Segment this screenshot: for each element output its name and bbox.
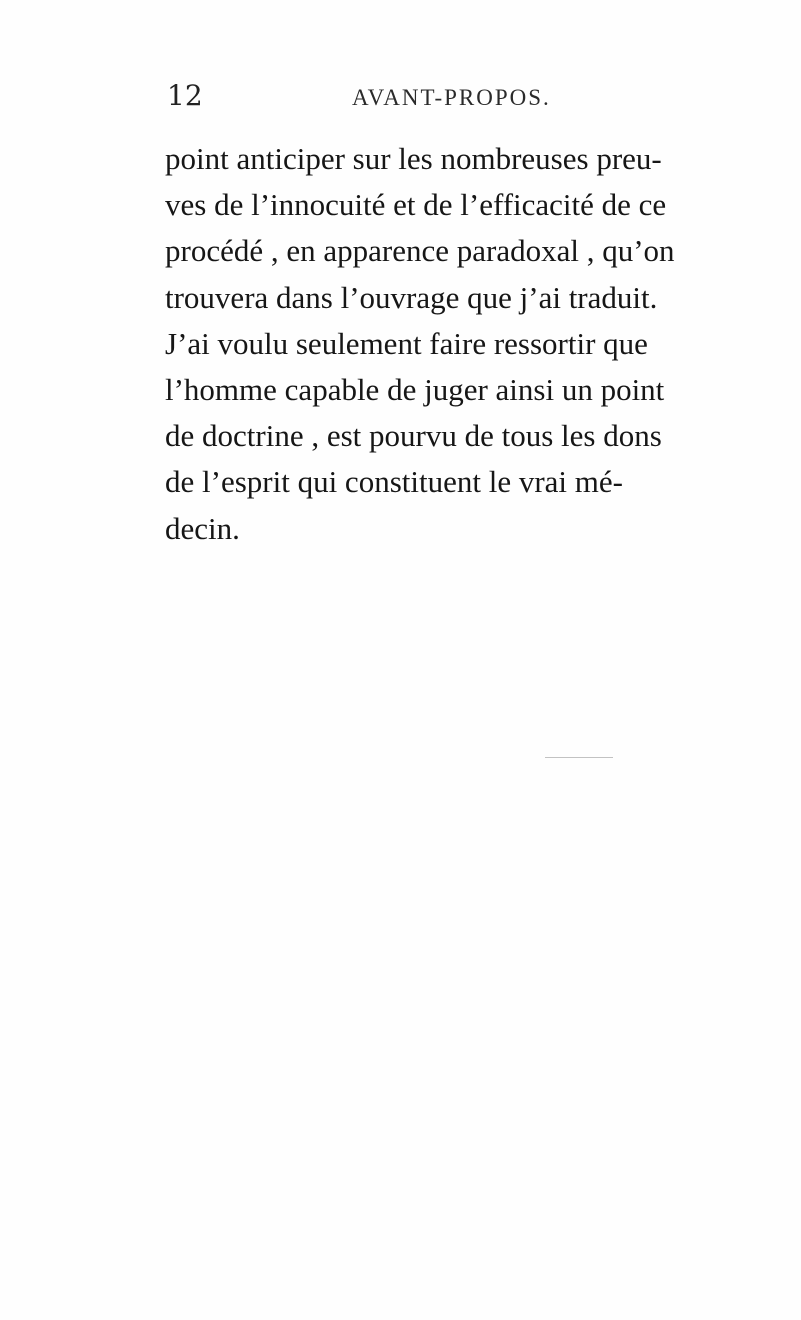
text-line: point anticiper sur les nombreuses preu- <box>165 141 662 176</box>
text-line: ves de l’innocuité et de l’efficacité de ce <box>165 187 667 223</box>
page-number: 12 <box>167 79 203 112</box>
running-title: AVANT-PROPOS. <box>352 85 551 110</box>
text-line-last: decin. <box>165 510 240 546</box>
text-line: trouvera dans l’ouvrage que j’ai traduit. <box>165 279 658 315</box>
body-paragraph <box>165 136 675 552</box>
text-line: de l’esprit qui constituent le vrai mé- <box>165 464 623 500</box>
text-line: de doctrine , est pourvu de tous les dons <box>165 418 662 454</box>
text-line: J’ai voulu seulement faire ressortir que <box>165 325 648 361</box>
text-line: l’homme capable de juger ainsi un point <box>165 372 665 408</box>
running-head <box>167 78 607 114</box>
paper-mark <box>545 757 613 758</box>
text-line: procédé , en apparence paradoxal , qu’on <box>165 233 675 269</box>
